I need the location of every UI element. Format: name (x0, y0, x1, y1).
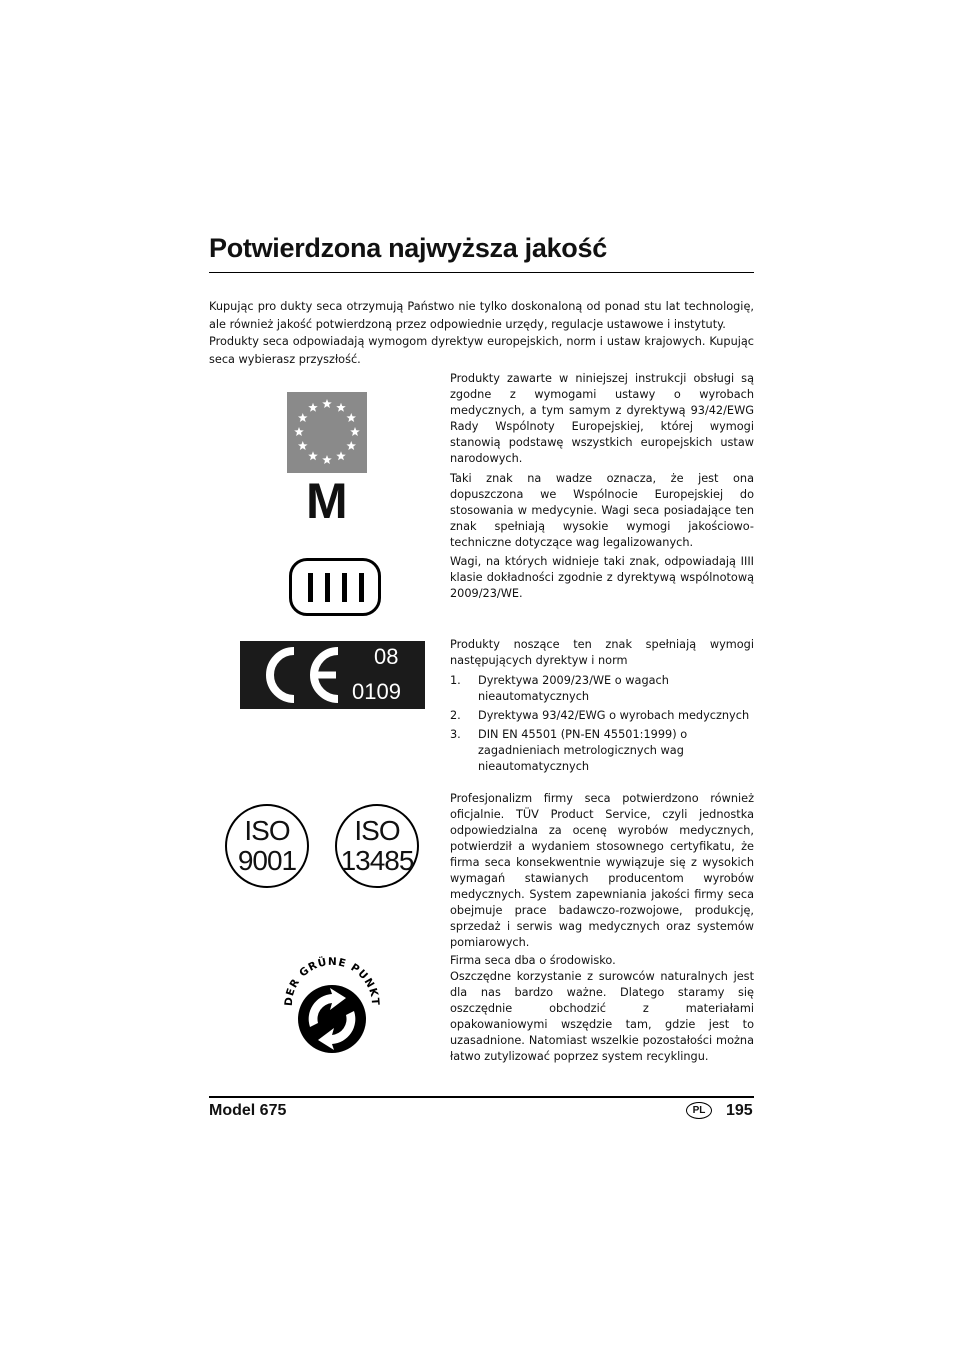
list-item-text: Dyrektywa 2009/23/WE o wagach nieautomatycznych (478, 674, 669, 703)
class-bars-icon (308, 573, 364, 602)
iso-paragraph: Profesjonalizm firmy seca potwierdzono również oficjalnie. TÜV Product Service, czyli jednostka odpowiedzialna za ocenę wyrobów medycznych, potwierdził a wydaniem stosownego certyfikatu, że firma seca konsekwentnie wywiązuje się z wysokich wymagań stawianych producentom wyrobów medycznych. System zapewniania jakości firmy seca obejmuje prace badawczo-rozwojowe, produkcję, sprzedaż i serwis wag medycznych oraz systemów pomiarowych. (450, 792, 754, 949)
iso-9001-badge (225, 804, 309, 888)
list-item (450, 727, 754, 775)
iso-13485-badge (335, 804, 419, 888)
footer-model: Model 675 (209, 1102, 287, 1119)
list-item-number: 2. (450, 709, 461, 722)
list-item-text: DIN EN 45501 (PN-EN 45501:1999) o zagadnieniach metrologicznych wag nieautomatycznych (478, 728, 688, 773)
eu-star-icon (308, 451, 318, 460)
iso-13485-number: 13485 (340, 845, 414, 876)
m-section-text (450, 471, 754, 551)
green-dot-logo (280, 955, 384, 1059)
intro-paragraph-1: Kupując pro dukty seca otrzymują Państwo nie tylko doskonaloną od ponad stu lat technologię, ale również jakość potwierdzoną przez odpowiednie urzędy, regulacje ustawowe i instytuty. (209, 300, 754, 331)
ce-intro: Produkty noszące ten znak spełniają wymogi następujących dyrektyw i norm (450, 638, 754, 667)
eu-star-icon (322, 455, 332, 464)
page-title: Potwierdzona najwyższa jakość (209, 233, 607, 263)
page-number: 195 (726, 1102, 753, 1119)
iso-9001-label: ISO (244, 815, 290, 846)
ce-section-text (450, 637, 754, 778)
environment-paragraph: Oszczędne korzystanie z surowców naturalnych jest dla nas bardzo ważne. Dlatego staramy się oszczędnie obchodzić z materiałami opakowaniowymi wszędzie tam, gdzie jest to uzasadnione. Natomiast wszelkie pozostałości można łatwo zutylizować poprzez system recyklingu. (450, 970, 754, 1063)
footer-divider (209, 1096, 754, 1098)
svg-text:DER GRÜNE PUNKT: DER GRÜNE PUNKT (282, 955, 382, 1007)
iso-9001-number: 9001 (237, 845, 297, 876)
class-paragraph: Wagi, na których widnieje taki znak, odpowiadają IIII klasie dokładności zgodnie z dyrektywą wspólnotową 2009/23/WE. (450, 555, 754, 600)
environment-lead: Firma seca dba o środowisko. (450, 954, 616, 967)
ce-year: 08 (374, 644, 399, 669)
eu-star-icon (298, 413, 308, 422)
metrology-m-mark: M (306, 473, 348, 529)
m-paragraph: Taki znak na wadze oznacza, że jest ona dopuszczona we Wspólnocie Europejskiej do stosowania w medycynie. Wagi seca posiadające ten znak spełniają wysokie wymogi jakościowo-techniczne dotyczące wag legalizowanych. (450, 472, 754, 549)
eu-star-icon (298, 441, 308, 450)
iso-13485-label: ISO (354, 815, 400, 846)
eu-star-icon (336, 451, 346, 460)
eu-star-icon (336, 403, 346, 412)
title-divider (209, 272, 754, 273)
ce-mark-logo (240, 641, 425, 709)
list-item-number: 1. (450, 674, 461, 687)
list-item-text: Dyrektywa 93/42/EWG o wyrobach medycznych (478, 709, 750, 722)
ce-notified-body: 0109 (352, 679, 401, 704)
eu-stars-icon (287, 392, 367, 473)
eu-flag-logo (287, 392, 367, 473)
language-badge: PL (686, 1102, 712, 1119)
accuracy-class-iiii-logo (289, 558, 381, 616)
eu-star-icon (346, 413, 356, 422)
recycling-arrows-icon (280, 955, 384, 1059)
iso-section-text (450, 791, 754, 951)
ce-symbol-icon (258, 641, 348, 709)
list-item (450, 673, 754, 705)
list-item (450, 708, 754, 724)
eu-star-icon (346, 441, 356, 450)
eu-star-icon (322, 399, 332, 408)
eu-section-text (450, 371, 754, 467)
class-section-text (450, 554, 754, 602)
eu-star-icon (308, 403, 318, 412)
eu-star-icon (350, 427, 360, 436)
intro-paragraph-2: Produkty seca odpowiadają wymogom dyrektyw europejskich, norm i ustaw krajowych. Kupując seca wybierasz przyszłość. (209, 335, 754, 366)
environment-section-text (450, 953, 754, 1065)
eu-star-icon (294, 427, 304, 436)
eu-paragraph: Produkty zawarte w niniejszej instrukcji obsługi są zgodne z wymogami ustawy o wyrobach medycznych, a tym samym z dyrektywą 93/42/EWG Rady Wspólnoty Europejskiej, której wymogi stanowią podstawę wszystkich europejskich ustaw narodowych. (450, 372, 754, 465)
list-item-number: 3. (450, 728, 461, 741)
directive-list (450, 673, 754, 775)
intro-text (209, 298, 754, 368)
